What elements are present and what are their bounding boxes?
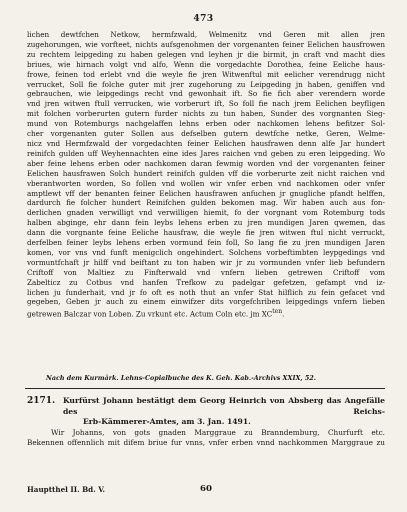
text-line: derlichen gnaden verwilligt vnd verwilligen hiemit, fo der vorgnant vom Rotemburg tods — [27, 208, 385, 218]
text-line: komen, vor vns vnd funft menigclich ongehindert. Solchens vorbeftimbten leypgedings vnd — [27, 247, 385, 257]
document-opening — [27, 428, 385, 448]
text-line: mit folchen vorberurten gutern furder nichts zu tun haben, Sunder des vorgnanten Sieg- — [27, 109, 385, 119]
text-line: amptlewt vff der benanten feiner Eelichen hausfrawen anfuchen jr gnugliche pfandt helffen, — [27, 188, 385, 198]
heading-line: Kurfürst Johann bestätigt dem Georg Heinrich von Absberg das Angefälle des Reichs- — [63, 396, 385, 416]
text-line: nicz vnd Hermfzwald der vorgedachten feiner Eelichen hausfrawen denn alfe Jar hundert — [27, 138, 385, 148]
text-line: vberantworten worden, So follen vnd wollen wir vnfer erben vnd nachkomen oder vnfer — [27, 178, 385, 188]
text-line: gegeben, Geben jr auch zu einem einwifzer dits vorgefchriben leipgedings vnfern lieben — [27, 297, 385, 307]
text-line: zugehorungen, wie vorfteet, nichts aufsgenohmen der vorgenanten feiner Eelichen hausfrowen — [27, 39, 385, 49]
text-line: briues, wie hirnach volgt vnd alfo, Wenn die vorgedachte Dorothea, feine Eeliche haus- — [27, 59, 385, 69]
text-line: lichen ju funderhait, vnd jr fo oft es noth thut an vnfer Stat hilflich zu fein gefacet vnd — [27, 287, 385, 297]
source-note: Nach dem Kurmärk. Lehns-Copialbuche des K. Geh. Kab.-Archivs XXIX, 52. — [46, 374, 316, 382]
footer-page-number: 60 — [200, 484, 212, 494]
text-line: frowe, feinen tod erlebt vnd die weyle fie jren Witwenftul mit eelicher verendrugg nicht — [27, 69, 385, 79]
text-line: Bekennen offennlich mit difem briue fur vnns, vnfer erben vnnd nachkommen Marggraue zu — [27, 437, 385, 447]
heading-line: Erb-Kämmerer-Amtes, am 3. Jan. 1491. — [83, 417, 251, 427]
text-line: cher vorgenanten guter Sollen aus defselben gutern dewtfche netke, Geren, Welme- — [27, 129, 385, 139]
text-line: reinifch gulden uff Weyhennachten eine ides Jares raichen vnd geben zu eren leipgeding. Wo — [27, 148, 385, 158]
text-line: dardurch fie folcher hundert Reinifchen gulden bekomen mag. Wir haben auch aus fon- — [27, 198, 385, 208]
text-line: Zabelticz zu Cotbus vnd hanfen Trefkow zu padelgar gefetzen, gefampt vnd iz- — [27, 277, 385, 287]
text-line: Criftoff von Maltiez zu Finfterwald vnd vnfern lieben getrewen Criftoff vom — [27, 267, 385, 277]
text-line: verrucket, Soll fie folche guter mit jrer zugehorung zu Leipgeding jn haben, geniffen vnd — [27, 79, 385, 89]
text-line: derfelben feiner leybs lehens erben vormund fein foll, So lang fie zu jren mundigen Jaren — [27, 238, 385, 248]
text-line: vnd jren witwen ftull verrucken, wie vorberurt ift, So foll fie nach jrem Eelichen beyfligen — [27, 99, 385, 109]
text-line: vormuntfchaft jr hilff vnd beiftant zu ton haben wir jr zu vormunden vnfer lieb befundern — [27, 257, 385, 267]
section-divider — [25, 388, 385, 389]
text-line-last: getrewen Balczar von Loben. Zu vrkunt etc. Actum Coln etc. jm $XC^{ten}$. — [27, 308, 285, 319]
page-number: 473 — [193, 14, 214, 24]
document-heading — [27, 396, 385, 428]
text-line: lichen dewtfchen Netkow, hermfzwald, Welmenitz vnd Geren mit allen jren — [27, 30, 385, 39]
text-line: zu rechtem leipgeding zu haben gelegen vnd leyhen jr die birmit, jn craft vnd macht dies — [27, 49, 385, 59]
text-line: Eelichen hausfrawen Solch hundert reinifch gulden vff die vorberurte zeit nicht raichen vnd — [27, 168, 385, 178]
text-line: halben abginge, ehr dann fein leybs lehens erben zu jren mundigen Jaren qwemen, das — [27, 218, 385, 228]
text-line: Wir Johanns, von gots gnaden Marggraue zu Branndemburg, Churfurft etc. — [51, 428, 385, 437]
text-line: gebrauchen, wie leipgedings recht vnd gewonhait ift. So fie fich aber verendern worde — [27, 89, 385, 99]
text-line: dann die vorgnante feine Eeliche hausfraw, die weyle fie jren witwen ftul nicht verruckt, — [27, 228, 385, 238]
text-line: mund von Rotemburgs nachgelaffen lehns erben oder nachkomen lehens befitzer Sol- — [27, 119, 385, 129]
text-line: aber feine lehens erben oder nachkomen daran fewmig worden vnd der vorgenanten feiner — [27, 158, 385, 168]
charter-text — [27, 30, 385, 320]
signature-mark: Hauptthel II. Bd. V. — [27, 485, 106, 494]
document-number: 2171. — [27, 396, 56, 406]
